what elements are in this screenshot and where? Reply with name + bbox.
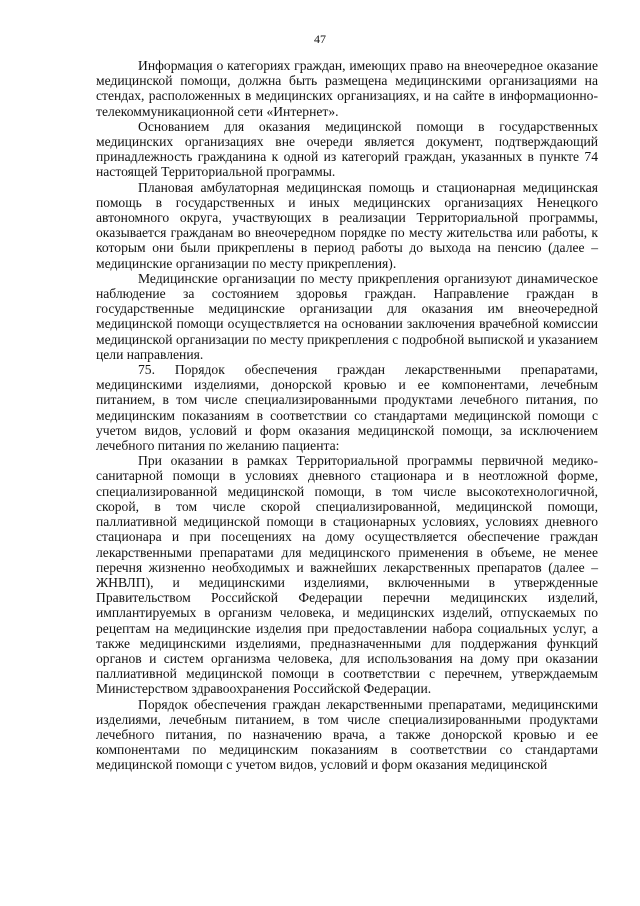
paragraph-planned-care-attachment: Плановая амбулаторная медицинская помощь и стационарная медицинская помощь в государственных и иных медицинских организациях Ненецкого автономного округа, участвующих в реализации Территориальной программы, оказывается гражданам во внеочередном порядке по месту жительства или работы, к которым они были прикреплены в период работы до выхода на пенсию (далее – медицинские организации по месту прикрепления). — [96, 179, 598, 271]
page-number: 47 — [314, 32, 326, 46]
paragraph-priority-info-placement: Информация о категориях граждан, имеющих право на внеочередное оказание медицинской помощи, должна быть размещена медицинскими организациями на стендах, расположенных в медицинских организациях, и на сайте в информационно-телекоммуникационной сети «Интернет». — [96, 58, 598, 119]
paragraph-section-75-heading: 75. Порядок обеспечения граждан лекарственными препаратами, медицинскими изделиями, донорской кровью и ее компонентами, лечебным питанием, в том числе специализированными продуктами лечебного питания, по медицинским показаниям в соответствии со стандартами медицинской помощи с учетом видов, условий и форм оказания медицинской помощи, за исключением лечебного питания по желанию пациента: — [96, 362, 598, 454]
paragraph-priority-care-basis: Основанием для оказания медицинской помощи в государственных медицинских организациях вне очереди является документ, подтверждающий принадлежность гражданина к одной из категорий граждан, указанных в пункте 74 настоящей Территориальной программы. — [96, 118, 598, 180]
paragraph-dynamic-observation: Медицинские организации по месту прикрепления организуют динамическое наблюдение за состоянием здоровья граждан. Направление граждан в государственные медицинские организации для оказания им внеочередной медицинской помощи осуществляется на основании заключения врачебной комиссии медицинской организации по месту прикрепления с подробной выпиской и указанием цели направления. — [96, 270, 598, 362]
paragraph-medication-provision: При оказании в рамках Территориальной программы первичной медико-санитарной помощи в условиях дневного стационара и в неотложной форме, специализированной медицинской помощи, в том числе высокотехнологичной, скорой, в том числе скорой специализированной, медицинской помощи, паллиативной медицинской помощи в стационарных условиях, условиях дневного стационара и при посещениях на дому осуществляется обеспечение граждан лекарственными препаратами для медицинского применения в объеме, не менее перечня жизненно необходимых и важнейших лекарственных препаратов (далее – ЖНВЛП), и медицинскими изделиями, включенными в утвержденные Правительством Российской Федерации перечни медицинских изделий, имплантируемых в организм человека, и медицинских изделий, отпускаемых по рецептам на медицинские изделия при предоставлении набора социальных услуг, а также медицинскими изделиями, предназначенными для поддержания функций органов и систем организма человека, для использования на дому при оказании паллиативной медицинской помощи в соответствии с перечнем, утверждаемым Министерством здравоохранения Российской Федерации. — [96, 453, 598, 697]
paragraph-provision-procedure: Порядок обеспечения граждан лекарственными препаратами, медицинскими изделиями, лечебным питанием, в том числе специализированными продуктами лечебного питания, по назначению врача, а также донорской кровью и ее компонентами по медицинским показаниям в соответствии со стандартами медицинской помощи с учетом видов, условий и форм оказания медицинской — [96, 696, 598, 773]
document-body — [96, 58, 598, 773]
